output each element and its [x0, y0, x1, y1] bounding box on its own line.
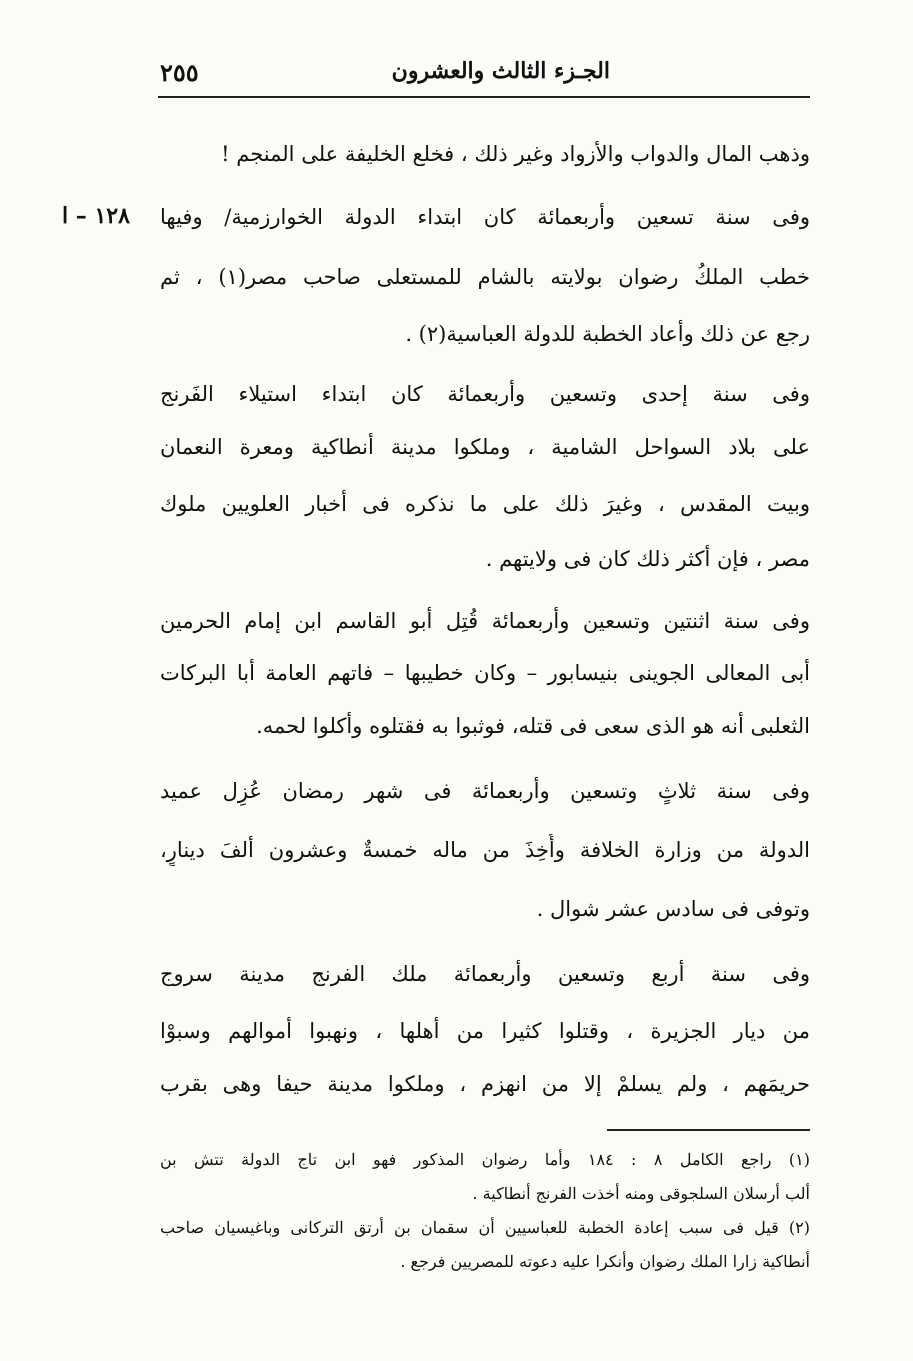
margin-note: ١٢٨ – ا [62, 203, 130, 229]
text-line: وذهب المال والدواب والأزواد وغير ذلك ، فخلع الخليفة على المنجم ! [221, 142, 810, 166]
text-line: الثعلبى أنه هو الذى سعى فى قتله، فوثبوا به فقتلوه وأكلوا لحمه. [256, 714, 810, 738]
text-line: مصر ، فإن أكثر ذلك كان فى ولايتهم . [485, 547, 810, 571]
text-line: وفى سنة تسعين وأربعمائة كان ابتداء الدولة الخوارزمية/ وفيها [160, 205, 810, 229]
footnote-line: ألب أرسلان السلجوقى ومنه أخذت الفرنج أنطاكية . [472, 1184, 810, 1203]
text-line: وفى سنة ثلاثٍ وتسعين وأربعمائة فى شهر رمضان عُزِل عميد [160, 779, 810, 803]
text-line: أبى المعالى الجوينى بنيسابور – وكان خطيبها – فاتهم العامة أبا البركات [160, 661, 810, 685]
text-line: وفى سنة اثنتين وتسعين وأربعمائة قُتِل أبو القاسم ابن إمام الحرمين [160, 609, 810, 633]
text-line: وفى سنة أربع وتسعين وأربعمائة ملك الفرنج مدينة سروج [160, 962, 810, 986]
text-line: حريمَهم ، ولم يسلمْ إلا من انهزم ، وملكوا مدينة حيفا وهى بقرب [160, 1072, 810, 1096]
text-line: الدولة من وزارة الخلافة وأُخِذَ من ماله خمسةٌ وعشرون ألفَ دينارٍ، [160, 838, 810, 862]
running-title: الجـزء الثالث والعشرون [391, 58, 610, 84]
footnote-line: أنطاكية زارا الملك رضوان وأنكرا عليه دعوته للمصريين فرجع . [400, 1252, 810, 1271]
footnote-rule [607, 1129, 810, 1131]
text-line: وفى سنة إحدى وتسعين وأربعمائة كان ابتداء استيلاء الفَرنج [160, 382, 810, 406]
page-header [158, 52, 810, 96]
text-line: وبيت المقدس ، وغيرَ ذلك على ما نذكره فى أخبار العلويين ملوك [160, 492, 810, 516]
header-rule [158, 96, 810, 98]
footnote-line: (١) راجع الكامل ٨ : ١٨٤ وأما رضوان المذكور فهو ابن تاج الدولة تتش بن [160, 1150, 810, 1169]
text-line: من ديار الجزيرة ، وقتلوا كثيرا من أهلها ، ونهبوا أموالهم وسبوْا [160, 1019, 810, 1043]
text-line: خطب الملكُ رضوان بولايته بالشام للمستعلى صاحب مصر(١) ، ثم [160, 265, 810, 289]
footnote-line: (٢) قيل فى سبب إعادة الخطبة للعباسيين أن سقمان بن أرتق التركانى وباغيسيان صاحب [160, 1218, 810, 1237]
text-line: وتوفى فى سادس عشر شوال . [536, 897, 810, 921]
page-number: ٢٥٥ [160, 58, 199, 87]
text-line: على بلاد السواحل الشامية ، وملكوا مدينة أنطاكية ومعرة النعمان [160, 435, 810, 459]
text-line: رجع عن ذلك وأعاد الخطبة للدولة العباسية(٢) . [405, 322, 810, 346]
